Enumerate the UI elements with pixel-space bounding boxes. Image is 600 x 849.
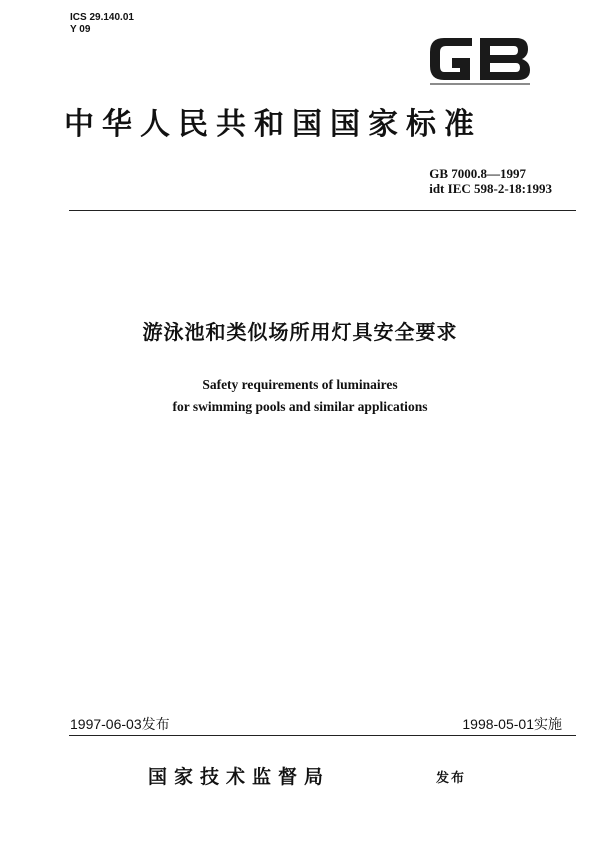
implementation-date: 1998-05-01实施	[462, 716, 562, 732]
publish-label: 发布	[436, 771, 467, 786]
standard-equivalence: idt IEC 598-2-18:1993	[429, 181, 552, 196]
national-standard-heading: 中华人民共和国国家标准	[64, 107, 482, 142]
standard-number-block	[429, 166, 552, 196]
gb-logo	[424, 30, 536, 88]
document-title-en	[0, 374, 600, 418]
ics-code: ICS 29.140.01	[70, 12, 134, 23]
top-divider	[69, 210, 576, 211]
issue-date: 1997-06-03发布	[70, 716, 170, 732]
standard-number: GB 7000.8—1997	[429, 166, 527, 181]
title-en-line-2: for swimming pools and similar applications	[172, 399, 428, 414]
category-code: Y 09	[70, 24, 91, 35]
issuing-authority: 国家技术监督局	[148, 766, 331, 788]
title-en-line-1: Safety requirements of luminaires	[202, 377, 398, 392]
document-title-cn: 游泳池和类似场所用灯具安全要求	[142, 320, 458, 344]
bottom-divider	[69, 735, 576, 736]
classification-codes	[70, 12, 134, 36]
